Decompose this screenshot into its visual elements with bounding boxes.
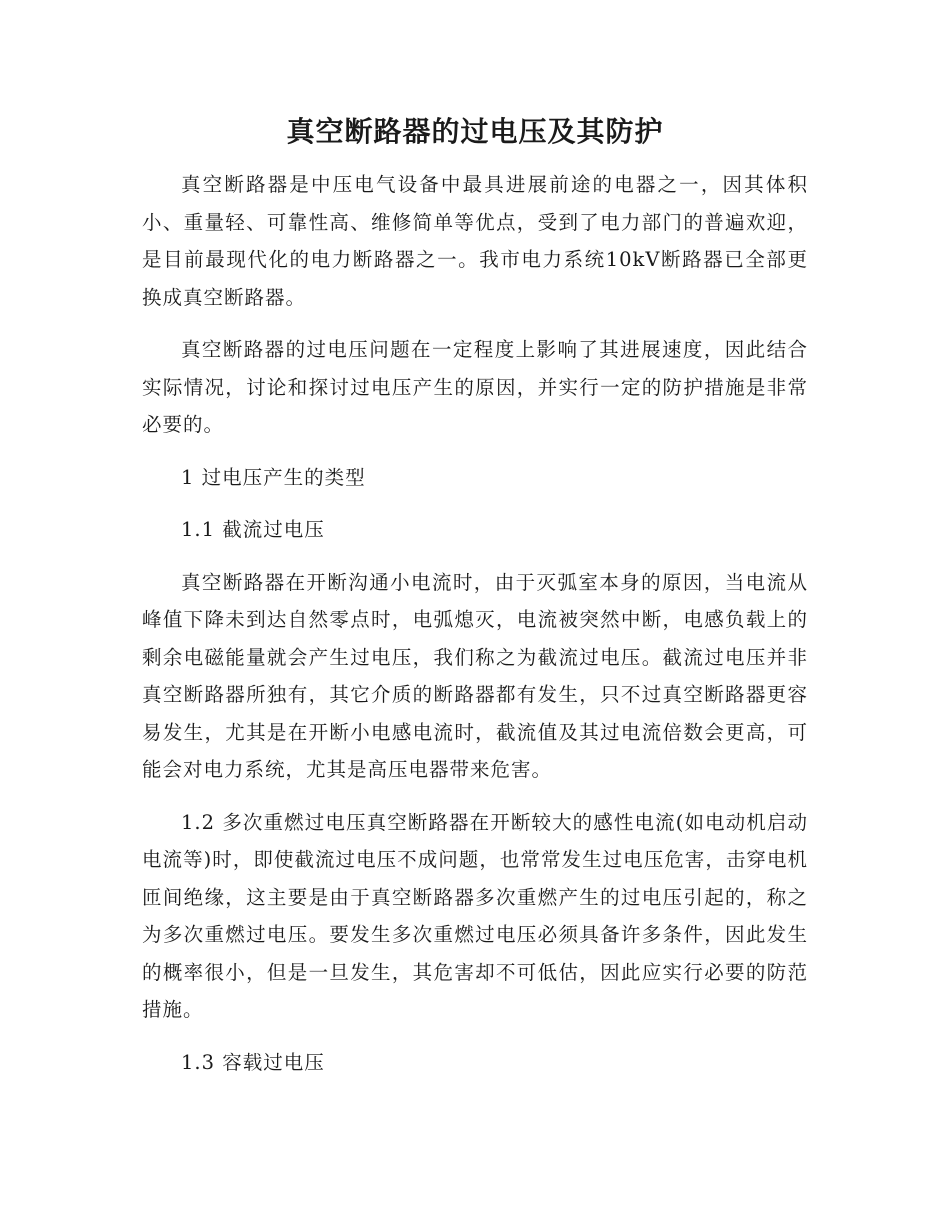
document-title: 真空断路器的过电压及其防护 (286, 115, 664, 148)
paragraph-multiple-reignition: 1.2 多次重燃过电压真空断路器在开断较大的感性电流(如电动机启动电流等)时，即使截流过电压不成问题，也常常发生过电压危害，击穿电机匝间绝缘，这主要是由于真空断路器多次重燃产生的过电压引起的，称之为多次重燃过电压。要发生多次重燃过电压必须具备许多条件，因此发生的概率很小，但是一旦发生，其危害却不可低估，因此应实行必要的防范措施。 (142, 810, 808, 1021)
section-heading-1-1: 1.1 截流过电压 (181, 518, 325, 541)
paragraph-intro: 真空断路器是中压电气设备中最具进展前途的电器之一，因其体积小、重量轻、可靠性高、维修简单等优点，受到了电力部门的普遍欢迎，是目前最现代化的电力断路器之一。我市电力系统10kV断路器已全部更换成真空断路器。 (142, 173, 808, 309)
paragraph-chopping-overvoltage: 真空断路器在开断沟通小电流时，由于灭弧室本身的原因，当电流从峰值下降未到达自然零点时，电弧熄灭，电流被突然中断，电感负载上的剩余电磁能量就会产生过电压，我们称之为截流过电压。截流过电压并非真空断路器所独有，其它介质的断路器都有发生，只不过真空断路器更容易发生，尤其是在开断小电感电流时，截流值及其过电流倍数会更高，可能会对电力系统，尤其是高压电器带来危害。 (142, 570, 808, 781)
section-heading-1-3: 1.3 容载过电压 (181, 1050, 325, 1074)
document-page (142, 112, 808, 1096)
section-heading-1: 1 过电压产生的类型 (181, 465, 366, 489)
paragraph-problem: 真空断路器的过电压问题在一定程度上影响了其进展速度，因此结合实际情况，讨论和探讨过电压产生的原因，并实行一定的防护措施是非常必要的。 (142, 338, 808, 436)
